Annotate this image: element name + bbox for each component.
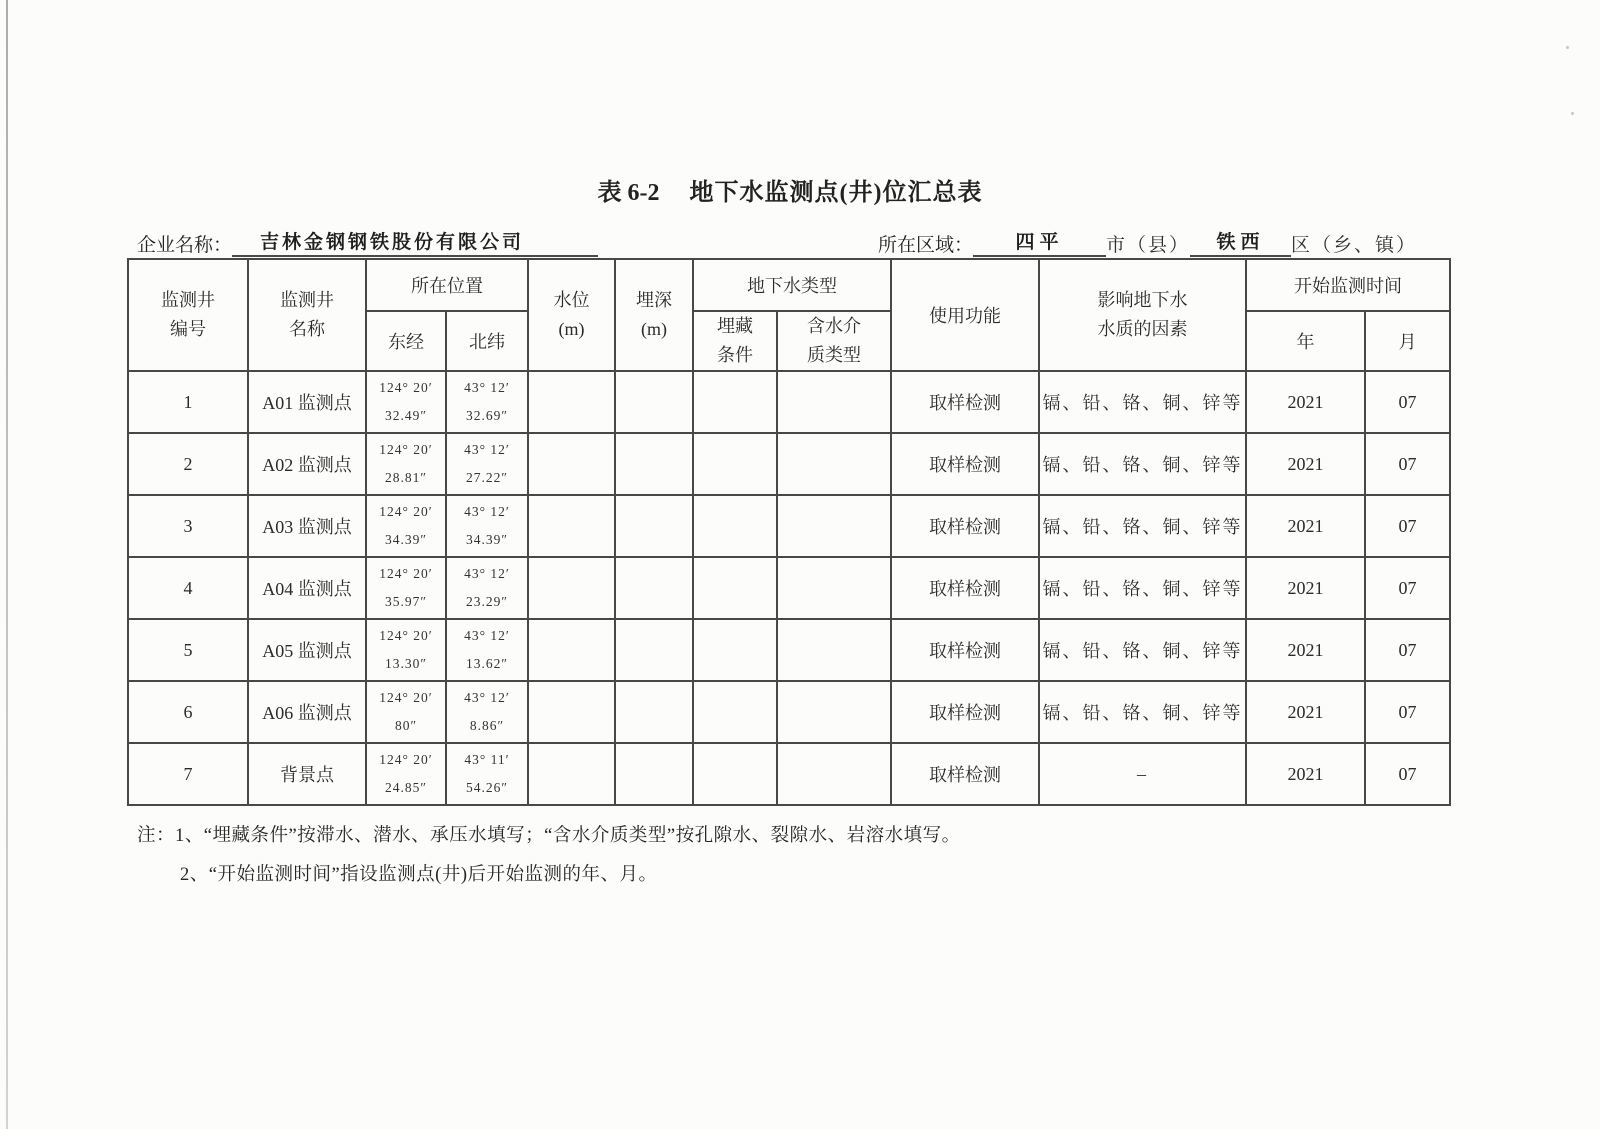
cell-water-level (528, 681, 615, 743)
region-city-suffix: 市（县） (1106, 235, 1191, 256)
cell-water-level (528, 495, 615, 557)
cell-usage: 取样检测 (891, 619, 1039, 681)
th-lon: 东经 (366, 311, 446, 371)
th-well-name (248, 259, 366, 371)
cell-no: 7 (128, 743, 248, 805)
cell-lat (446, 495, 528, 557)
cell-month: 07 (1365, 743, 1450, 805)
cell-lon (366, 681, 446, 743)
cell-burial (693, 557, 777, 619)
lat-sec: 54.26″ (466, 780, 508, 795)
lon-dm: 124° 20′ (379, 566, 433, 581)
footnote-1: 注：1、“埋藏条件”按滞水、潜水、承压水填写；“含水介质类型”按孔隙水、裂隙水、岩溶水填写。 (137, 826, 961, 846)
cell-factors: 镉、铅、铬、铜、锌等 (1039, 495, 1246, 557)
th-well-no-line2: 编号 (170, 319, 206, 339)
region-field (878, 227, 1417, 257)
lat-sec: 8.86″ (469, 718, 505, 733)
th-well-name-line1: 监测井 (280, 290, 334, 310)
th-usage: 使用功能 (891, 259, 1039, 371)
th-depth-line2: (m) (641, 319, 667, 339)
cell-lon (366, 557, 446, 619)
cell-name: A03 监测点 (248, 495, 366, 557)
cell-usage: 取样检测 (891, 557, 1039, 619)
cell-burial (693, 619, 777, 681)
th-factors-line1: 影响地下水 (1097, 290, 1188, 310)
th-medium-line2: 质类型 (807, 345, 861, 365)
cell-burial (693, 433, 777, 495)
cell-factors: 镉、铅、铬、铜、锌等 (1039, 619, 1246, 681)
cell-factors: 镉、铅、铬、铜、锌等 (1039, 557, 1246, 619)
lon-dm: 124° 20′ (379, 504, 433, 519)
cell-medium (777, 557, 891, 619)
cell-medium (777, 681, 891, 743)
scan-left-edge-artifact (6, 0, 8, 1129)
lat-dm: 43° 12′ (464, 442, 510, 457)
cell-lon (366, 619, 446, 681)
region-label: 所在区域： (878, 235, 974, 256)
lat-sec: 32.69″ (466, 408, 508, 423)
scan-speck (1566, 46, 1569, 49)
cell-no: 3 (128, 495, 248, 557)
th-medium-line1: 含水介 (807, 316, 861, 336)
groundwater-monitoring-table (127, 258, 1451, 806)
cell-month: 07 (1365, 433, 1450, 495)
cell-month: 07 (1365, 371, 1450, 433)
table-number: 表 6-2 (597, 180, 660, 206)
lon-sec: 34.39″ (385, 532, 427, 547)
th-month: 月 (1365, 311, 1450, 371)
cell-factors: – (1039, 743, 1246, 805)
th-factors (1039, 259, 1246, 371)
th-factors-line2: 水质的因素 (1097, 319, 1188, 339)
lat-sec: 23.29″ (466, 594, 508, 609)
lat-dm: 43° 12′ (464, 628, 510, 643)
lon-dm: 124° 20′ (379, 442, 433, 457)
th-medium-type (777, 311, 891, 371)
lat-sec: 27.22″ (466, 470, 508, 485)
cell-year: 2021 (1246, 371, 1365, 433)
cell-lon (366, 743, 446, 805)
th-start-time: 开始监测时间 (1246, 259, 1450, 311)
cell-depth (615, 557, 693, 619)
cell-factors: 镉、铅、铬、铜、锌等 (1039, 681, 1246, 743)
th-well-no-line1: 监测井 (161, 290, 215, 310)
cell-usage: 取样检测 (891, 743, 1039, 805)
cell-year: 2021 (1246, 495, 1365, 557)
cell-burial (693, 495, 777, 557)
region-city-value: 四平 (973, 227, 1106, 257)
lon-sec: 80″ (394, 718, 418, 733)
cell-no: 6 (128, 681, 248, 743)
cell-depth (615, 743, 693, 805)
cell-no: 4 (128, 557, 248, 619)
cell-lat (446, 743, 528, 805)
lon-dm: 124° 20′ (379, 752, 433, 767)
cell-usage: 取样检测 (891, 433, 1039, 495)
th-year: 年 (1246, 311, 1365, 371)
cell-month: 07 (1365, 495, 1450, 557)
cell-year: 2021 (1246, 619, 1365, 681)
cell-no: 1 (128, 371, 248, 433)
th-well-name-line2: 名称 (289, 319, 325, 339)
cell-lat (446, 433, 528, 495)
page-title (0, 172, 1580, 207)
cell-name: A04 监测点 (248, 557, 366, 619)
cell-factors: 镉、铅、铬、铜、锌等 (1039, 371, 1246, 433)
cell-no: 2 (128, 433, 248, 495)
cell-no: 5 (128, 619, 248, 681)
scan-speck (1571, 112, 1574, 115)
th-water-level-line2: (m) (558, 319, 585, 339)
cell-water-level (528, 743, 615, 805)
cell-water-level (528, 557, 615, 619)
lat-sec: 13.62″ (466, 656, 508, 671)
cell-water-level (528, 433, 615, 495)
region-district-value: 铁西 (1190, 227, 1291, 257)
footnote-2: 2、“开始监测时间”指设监测点(井)后开始监测的年、月。 (180, 865, 658, 885)
th-depth (615, 259, 693, 371)
cell-burial (693, 371, 777, 433)
cell-depth (615, 619, 693, 681)
cell-month: 07 (1365, 619, 1450, 681)
th-burial-line1: 埋藏 (717, 316, 753, 336)
footnotes (137, 821, 961, 886)
table-row-4 (128, 557, 1450, 619)
lon-sec: 28.81″ (385, 470, 427, 485)
cell-depth (615, 433, 693, 495)
cell-month: 07 (1365, 681, 1450, 743)
cell-medium (777, 619, 891, 681)
cell-water-level (528, 371, 615, 433)
table-row-3 (128, 495, 1450, 557)
cell-usage: 取样检测 (891, 495, 1039, 557)
cell-depth (615, 495, 693, 557)
company-value: 吉林金钢钢铁股份有限公司 (232, 227, 598, 257)
cell-usage: 取样检测 (891, 681, 1039, 743)
cell-water-level (528, 619, 615, 681)
th-depth-line1: 埋深 (636, 290, 672, 310)
th-water-level-line1: 水位 (553, 290, 590, 310)
cell-month: 07 (1365, 557, 1450, 619)
th-lat: 北纬 (446, 311, 528, 371)
cell-year: 2021 (1246, 743, 1365, 805)
cell-name: A01 监测点 (248, 371, 366, 433)
lat-dm: 43° 12′ (464, 566, 510, 581)
cell-name: A05 监测点 (248, 619, 366, 681)
lon-dm: 124° 20′ (379, 380, 433, 395)
lon-sec: 32.49″ (385, 408, 427, 423)
company-field (137, 227, 598, 257)
lon-sec: 24.85″ (385, 780, 427, 795)
cell-lon (366, 371, 446, 433)
th-burial-line2: 条件 (717, 345, 753, 365)
cell-lat (446, 557, 528, 619)
th-water-level (528, 259, 615, 371)
table-row-5 (128, 619, 1450, 681)
th-location: 所在位置 (366, 259, 528, 311)
th-gw-type: 地下水类型 (693, 259, 891, 311)
table-row-7 (128, 743, 1450, 805)
lon-dm: 124° 20′ (379, 628, 433, 643)
cell-lon (366, 495, 446, 557)
lon-dm: 124° 20′ (379, 690, 433, 705)
lat-dm: 43° 12′ (464, 380, 510, 395)
cell-name: A02 监测点 (248, 433, 366, 495)
cell-year: 2021 (1246, 433, 1365, 495)
cell-name: A06 监测点 (248, 681, 366, 743)
th-well-no (128, 259, 248, 371)
cell-lat (446, 619, 528, 681)
table-row-2 (128, 433, 1450, 495)
cell-depth (615, 681, 693, 743)
header-row-1 (128, 259, 1450, 311)
cell-burial (693, 681, 777, 743)
cell-lat (446, 371, 528, 433)
table-row-6 (128, 681, 1450, 743)
cell-medium (777, 433, 891, 495)
region-district-suffix: 区（乡、镇） (1291, 235, 1418, 256)
lat-dm: 43° 11′ (464, 752, 510, 767)
cell-medium (777, 495, 891, 557)
cell-factors: 镉、铅、铬、铜、锌等 (1039, 433, 1246, 495)
cell-year: 2021 (1246, 681, 1365, 743)
lat-sec: 34.39″ (466, 532, 508, 547)
lat-dm: 43° 12′ (464, 690, 510, 705)
table-title-text: 地下水监测点(井)位汇总表 (689, 180, 983, 206)
cell-name: 背景点 (248, 743, 366, 805)
th-burial-condition (693, 311, 777, 371)
table-row-1 (128, 371, 1450, 433)
cell-depth (615, 371, 693, 433)
lon-sec: 35.97″ (385, 594, 427, 609)
cell-lon (366, 433, 446, 495)
cell-lat (446, 681, 528, 743)
cell-medium (777, 371, 891, 433)
lon-sec: 13.30″ (385, 656, 427, 671)
cell-burial (693, 743, 777, 805)
cell-usage: 取样检测 (891, 371, 1039, 433)
cell-medium (777, 743, 891, 805)
lat-dm: 43° 12′ (464, 504, 510, 519)
cell-year: 2021 (1246, 557, 1365, 619)
company-label: 企业名称： (137, 235, 233, 256)
